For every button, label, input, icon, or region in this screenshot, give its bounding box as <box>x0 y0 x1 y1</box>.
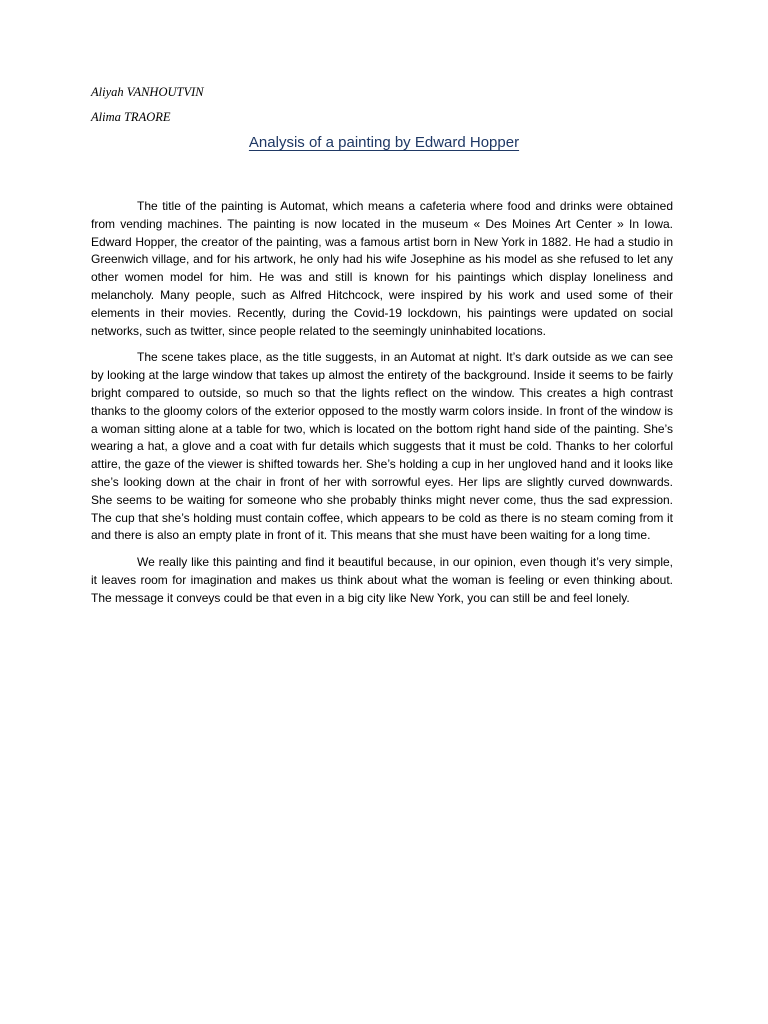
document-title-text: Analysis of a painting by Edward Hopper <box>248 134 520 151</box>
author-name: Alima TRAORE <box>91 110 171 124</box>
body-paragraph: The title of the painting is Automat, which means a cafeteria where food and drinks were obtained from vending machines. The painting is now located in the museum « Des Moines Art Center » In Iowa. Edward Hopper, the creator of the painting, was a famous artist born in New York in 1882. He had a studio in Greenwich village, and for his artwork, he only had his wife Josephine as his model as she refused to let any other women model for him. He was and still is known for his paintings which display loneliness and melancholy. Many people, such as Alfred Hitchcock, were inspired by his work and used some of their elements in their movies. Recently, during the Covid-19 lockdown, his paintings were updated on social networks, such as twitter, since people related to the seemingly uninhabited locations. <box>91 199 673 338</box>
body-paragraph: We really like this painting and find it beautiful because, in our opinion, even though it’s very simple, it leaves room for imagination and makes us think about what the woman is feeling or even thinking about. The message it conveys could be that even in a big city like New York, you can still be and feel lonely. <box>91 555 673 605</box>
document-body <box>91 198 673 617</box>
document-title <box>0 134 768 151</box>
author-name: Aliyah VANHOUTVIN <box>91 85 204 99</box>
body-paragraph: The scene takes place, as the title suggests, in an Automat at night. It’s dark outside as we can see by looking at the large window that takes up almost the entirety of the background. Inside it seems to be fairly bright compared to outside, so much so that the lights reflect on the window. This creates a high contrast thanks to the gloomy colors of the exterior opposed to the mostly warm colors inside. In front of the window is a woman sitting alone at a table for two, which is located on the bottom right hand side of the painting. She’s wearing a hat, a glove and a coat with fur details which suggests that it must be cold. Thanks to her colorful attire, the gaze of the viewer is shifted towards her. She’s holding a cup in her ungloved hand and it looks like she’s looking down at the chair in front of her with sorrowful eyes. Her lips are slightly curved downwards. She seems to be waiting for someone who she probably thinks might never come, thus the sad expression. The cup that she’s holding must contain coffee, which appears to be cold as there is no steam coming from it and there is also an empty plate in front of it. This means that she must have been waiting for a long time. <box>91 350 673 543</box>
